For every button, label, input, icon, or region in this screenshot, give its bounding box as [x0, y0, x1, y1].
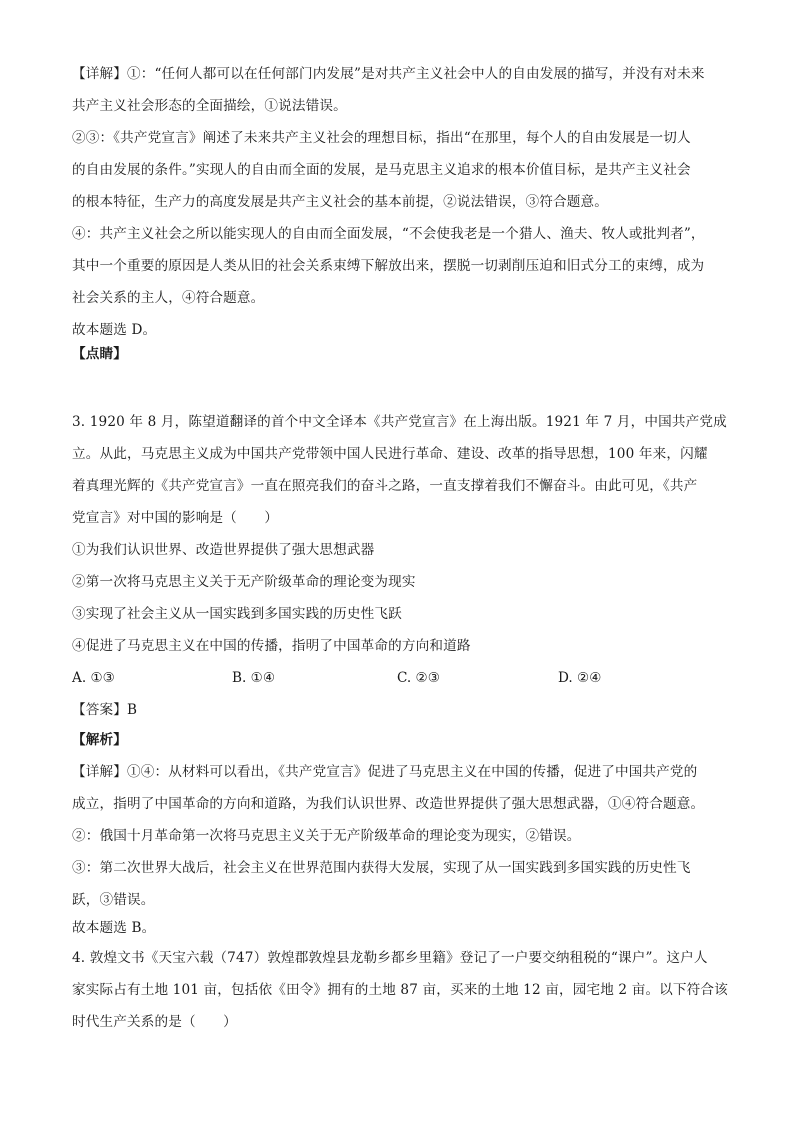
text-line: 的自由发展的条件。”实现人的自由而全面的发展，是马克思主义追求的根本价值目标，是共产主义社会	[72, 162, 691, 178]
text-line: 党宣言》对中国的影响是（ ）	[72, 510, 279, 526]
text-line: 4. 敦煌文书《天宝六载（747）敦煌郡敦煌县龙勒乡都乡里籍》登记了一户要交纳租税的“课户”。这户人	[72, 950, 708, 966]
text-line: ①为我们认识世界、改造世界提供了强大思想武器	[72, 542, 375, 558]
text-line: 【详解】①④：从材料可以看出，《共产党宣言》促进了马克思主义在中国的传播，促进了中国共产党的	[72, 764, 698, 780]
text-line: 跃，③错误。	[72, 892, 155, 908]
text-line: 共产主义社会形态的全面描绘，①说法错误。	[72, 98, 347, 114]
text-line: 着真理光辉的《共产党宣言》一直在照亮我们的奋斗之路，一直支撑着我们不懈奋斗。由此可见，《共产	[72, 478, 698, 494]
text-line: 的根本特征，生产力的高度发展是共产主义社会的基本前提，②说法错误，③符合题意。	[72, 194, 609, 210]
text-line: 其中一个重要的原因是人类从旧的社会关系束缚下解放出来，摆脱一切剥削压迫和旧式分工的束缚，成为	[72, 258, 705, 274]
text-line: 家实际占有土地 101 亩，包括依《田令》拥有的土地 87 亩，买来的土地 12 亩，园宅地 2 亩。以下符合该	[72, 982, 728, 998]
answer-option: D. ②④	[558, 670, 602, 686]
answer-option: B. ①④	[232, 670, 276, 686]
text-line: 成立，指明了中国革命的方向和道路，为我们认识世界、改造世界提供了强大思想武器，①④符合题意。	[72, 796, 705, 812]
text-line: ③：第二次世界大战后，社会主义在世界范围内获得大发展，实现了从一国实践到多国实践的历史性飞	[72, 860, 691, 876]
text-line: 【详解】①：“任何人都可以在任何部门内发展”是对共产主义社会中人的自由发展的描写，并没有对未来	[72, 66, 705, 82]
text-line: ④促进了马克思主义在中国的传播，指明了中国革命的方向和道路	[72, 638, 471, 654]
text-line: 【解析】	[72, 732, 127, 748]
text-line: 【点睛】	[72, 346, 127, 362]
text-line: ③实现了社会主义从一国实践到多国实践的历史性飞跃	[72, 606, 402, 622]
text-line: 立。从此，马克思主义成为中国共产党带领中国人民进行革命、建设、改革的指导思想，100 年来，闪耀	[72, 446, 708, 462]
text-line: ②③：《共产党宣言》阐述了未来共产主义社会的理想目标，指出“在那里，每个人的自由发展是一切人	[72, 130, 691, 146]
text-line: 故本题选 D。	[72, 322, 157, 338]
answer-option: C. ②③	[397, 670, 440, 686]
text-line: 时代生产关系的是（ ）	[72, 1014, 237, 1030]
text-line: ②第一次将马克思主义关于无产阶级革命的理论变为现实	[72, 574, 416, 590]
text-line: 社会关系的主人，④符合题意。	[72, 290, 265, 306]
text-line: 3. 1920 年 8 月，陈望道翻译的首个中文全译本《共产党宣言》在上海出版。1921 年 7 月，中国共产党成	[72, 414, 727, 430]
text-line: ②：俄国十月革命第一次将马克思主义关于无产阶级革命的理论变为现实，②错误。	[72, 828, 581, 844]
text-line: 故本题选 B。	[72, 920, 156, 936]
text-line: ④：共产主义社会之所以能实现人的自由而全面发展，“不会使我老是一个猎人、渔夫、牧人或批判者”，	[72, 226, 705, 242]
text-line: 【答案】B	[72, 702, 138, 718]
answer-option: A. ①③	[72, 670, 115, 686]
